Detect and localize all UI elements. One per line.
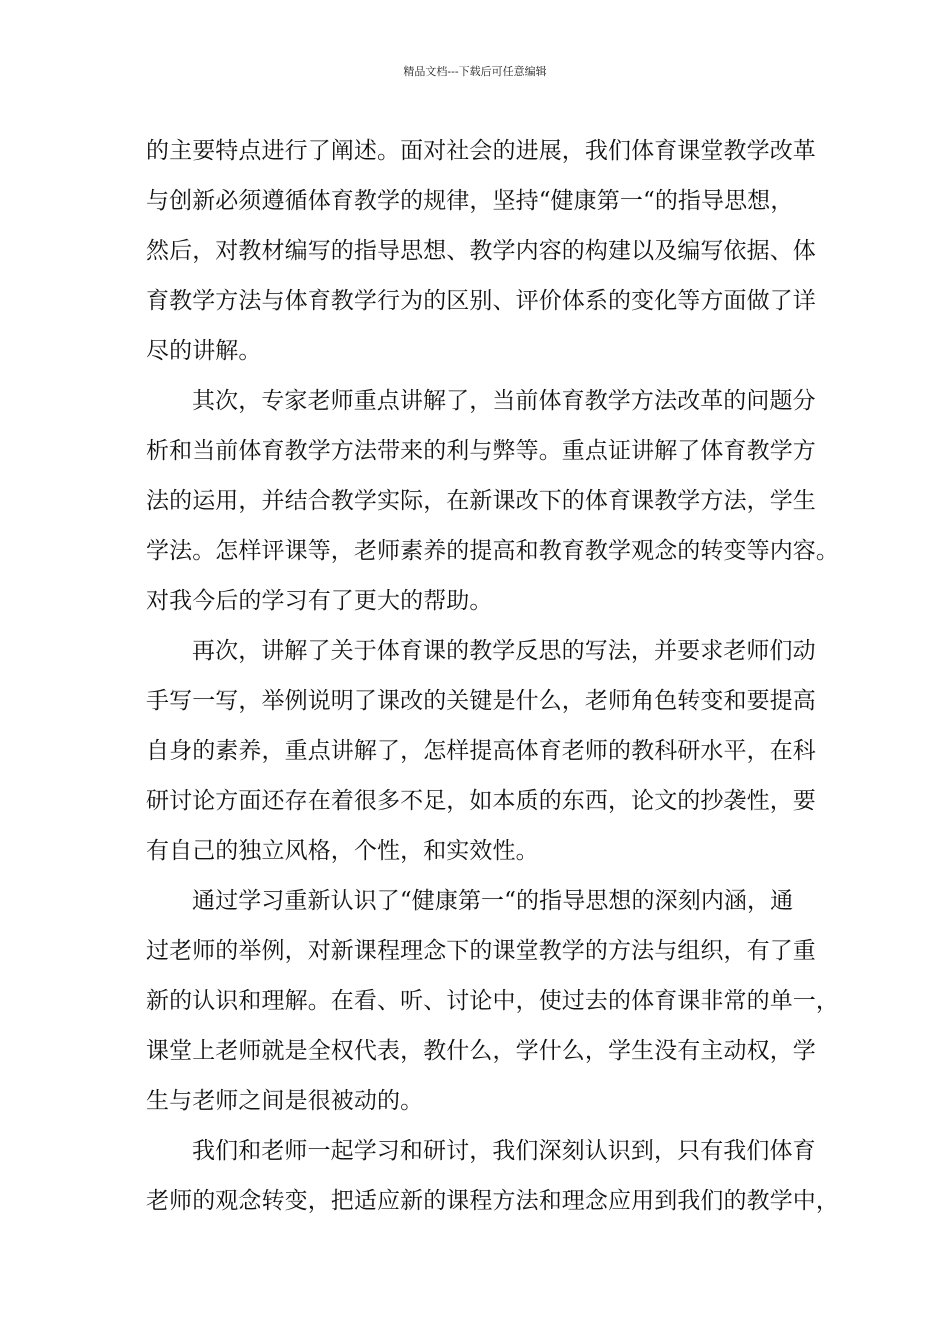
text-line: 尽的讲解。	[146, 338, 262, 364]
text-line: 自身的素养，重点讲解了，怎样提高体育老师的教科研水平，在科	[146, 738, 816, 764]
text-line: 对我今后的学习有了更大的帮助。	[146, 588, 493, 614]
text-line: 过老师的举例，对新课程理念下的课堂教学的方法与组织，有了重	[146, 938, 816, 964]
text-line: 生与老师之间是很被动的。	[146, 1088, 424, 1114]
paragraph-first-line: 再次，讲解了关于体育课的教学反思的写法，并要求老师们动	[192, 638, 816, 664]
text-line: 有自己的独立风格，个性，和实效性。	[146, 838, 539, 864]
text-line: 老师的观念转变，把适应新的课程方法和理念应用到我们的教学中，	[146, 1188, 839, 1214]
text-line: 与创新必须遵循体育教学的规律，坚持“健康第一“的指导思想，	[146, 188, 794, 214]
text-line: 课堂上老师就是全权代表，教什么，学什么，学生没有主动权，学	[146, 1038, 816, 1064]
paragraph-first-line: 其次，专家老师重点讲解了，当前体育教学方法改革的问题分	[192, 388, 816, 414]
text-line: 的主要特点进行了阐述。面对社会的进展，我们体育课堂教学改革	[146, 138, 816, 164]
page-header: 精品文档---下载后可任意编辑	[403, 65, 547, 78]
paragraph-first-line: 通过学习重新认识了“健康第一“的指导思想的深刻内涵，通	[192, 888, 794, 914]
text-line: 然后，对教材编写的指导思想、教学内容的构建以及编写依据、体	[146, 238, 816, 264]
text-line: 新的认识和理解。在看、听、讨论中，使过去的体育课非常的单一，	[146, 988, 839, 1014]
text-line: 析和当前体育教学方法带来的利与弊等。重点证讲解了体育教学方	[146, 438, 816, 464]
text-line: 法的运用，并结合教学实际，在新课改下的体育课教学方法，学生	[146, 488, 816, 514]
text-line: 手写一写，举例说明了课改的关键是什么，老师角色转变和要提高	[146, 688, 816, 714]
text-line: 学法。怎样评课等，老师素养的提高和教育教学观念的转变等内容。	[146, 538, 839, 564]
body-text	[146, 126, 839, 1226]
text-line: 研讨论方面还存在着很多不足，如本质的东西，论文的抄袭性，要	[146, 788, 816, 814]
paragraph-first-line: 我们和老师一起学习和研讨，我们深刻认识到，只有我们体育	[192, 1138, 816, 1164]
text-line: 育教学方法与体育教学行为的区别、评价体系的变化等方面做了详	[146, 288, 816, 314]
